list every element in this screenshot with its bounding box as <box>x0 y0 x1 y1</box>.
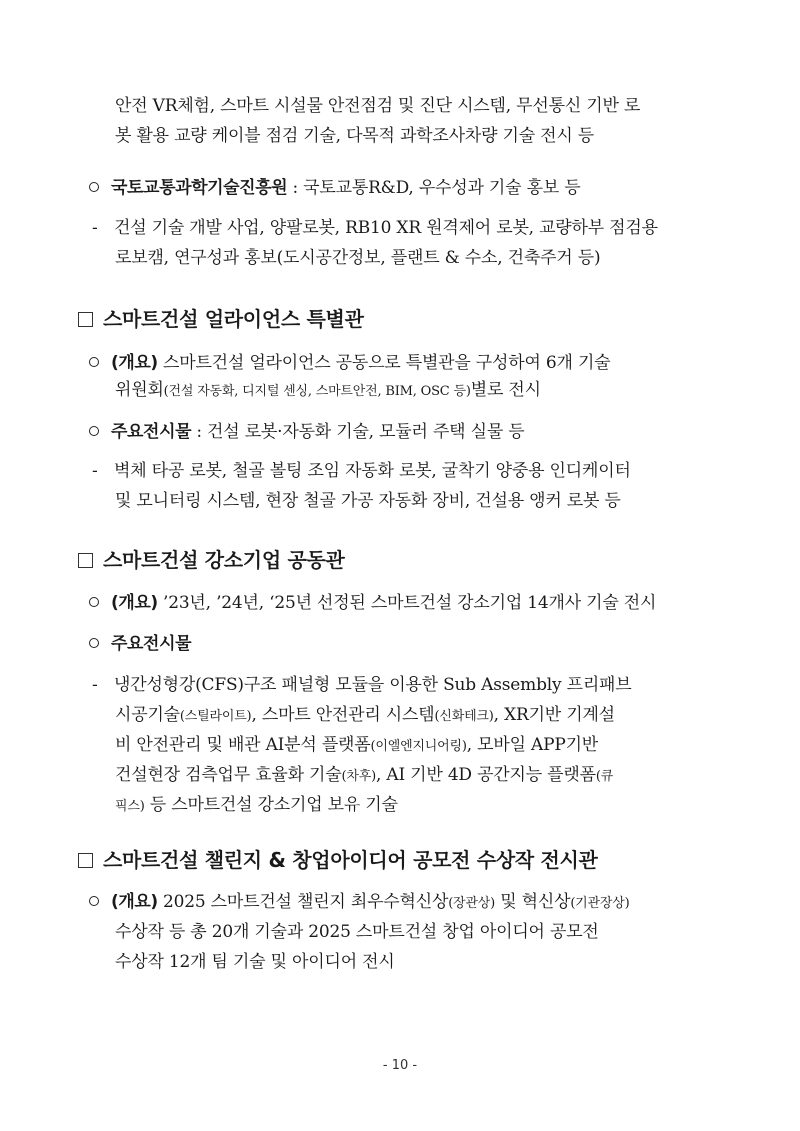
section-title: 스마트건설 강소기업 공동관 <box>103 548 345 572</box>
detail-text: , 스마트 안전관리 시스템 <box>251 705 435 725</box>
company-name: (차후) <box>341 769 376 784</box>
company-name: (스틸라이트) <box>179 709 252 724</box>
overview-text: 2025 스마트건설 챌린지 최우수혁신상 <box>157 892 449 912</box>
exhibit-detail-line <box>115 733 598 759</box>
overview-line: 수상작 등 총 20개 기술과 2025 스마트건설 창업 아이디어 공모전 <box>115 922 599 942</box>
section-title: 스마트건설 챌린지 & 창업아이디어 공모전 수상작 전시관 <box>103 848 598 872</box>
award-note: (장관상) <box>448 896 496 911</box>
exhibit-detail-line <box>92 459 631 483</box>
company-name: (신화테크) <box>434 709 494 724</box>
company-name: 픽스) <box>115 799 145 814</box>
kaia-org-name: 국토교통과학기술진흥원 <box>111 178 288 198</box>
overview-bullet <box>89 591 656 615</box>
overview-line <box>115 378 541 404</box>
overview-line: 수상작 12개 팀 기술 및 아이디어 전시 <box>115 952 395 972</box>
circle-bullet-icon <box>89 896 99 906</box>
dash-bullet-icon: - <box>92 218 98 238</box>
overview-label: (개요) <box>111 593 158 613</box>
overview-label: (개요) <box>111 353 158 373</box>
detail-text: 냉간성형강(CFS)구조 패널형 모듈을 이용한 Sub Assembly 프리패브 <box>114 675 632 695</box>
page-number: - 10 - <box>382 1058 418 1073</box>
exhibits-label: 주요전시물 <box>111 422 192 442</box>
exhibit-detail-line <box>115 703 615 729</box>
square-bullet-icon <box>78 312 93 327</box>
circle-bullet-icon <box>89 426 99 436</box>
kaia-detail-line: 로보캠, 연구성과 홍보(도시공간정보, 플랜트 & 수소, 건축주거 등) <box>115 248 601 268</box>
overview-bullet <box>89 351 610 375</box>
detail-text: , XR기반 기계설 <box>493 705 615 725</box>
section-heading <box>78 846 598 874</box>
detail-text: 비 안전관리 및 배관 AI분석 플랫폼 <box>115 735 371 755</box>
section-heading <box>78 546 345 574</box>
detail-text: 건설현장 검측업무 효율화 기술 <box>115 765 342 785</box>
circle-bullet-icon <box>89 638 99 648</box>
overview-note: (건설 자동화, 디지털 센싱, 스마트안전, BIM, OSC 등) <box>163 384 471 399</box>
square-bullet-icon <box>78 553 93 568</box>
overview-text: 위원회 <box>115 380 164 400</box>
exhibits-label: 주요전시물 <box>111 634 192 654</box>
overview-text: 및 혁신상 <box>495 892 571 912</box>
section-heading <box>78 305 364 333</box>
exhibit-detail-line <box>115 793 398 819</box>
detail-text: 등 스마트건설 강소기업 보유 기술 <box>144 795 398 815</box>
detail-text: , 모바일 APP기반 <box>466 735 599 755</box>
circle-bullet-icon <box>89 182 99 192</box>
kaia-summary: : 국토교통R&D, 우수성과 기술 홍보 등 <box>287 178 581 198</box>
circle-bullet-icon <box>89 597 99 607</box>
kaia-detail-line <box>92 216 658 240</box>
detail-text: , AI 기반 4D 공간지능 플랫폼 <box>375 765 596 785</box>
company-name: (이엘엔지니어링) <box>370 739 467 754</box>
dash-bullet-icon: - <box>92 461 98 481</box>
section-title: 스마트건설 얼라이언스 특별관 <box>103 307 364 331</box>
kaia-bullet <box>89 176 580 200</box>
detail-text: 건설 기술 개발 사업, 양팔로봇, RB10 XR 원격제어 로봇, 교량하부 점검용 <box>114 218 658 238</box>
detail-text: 시공기술 <box>115 705 180 725</box>
circle-bullet-icon <box>89 357 99 367</box>
exhibit-detail-line <box>115 763 613 789</box>
square-bullet-icon <box>78 853 93 868</box>
company-name: (큐 <box>595 769 614 784</box>
continuation-line: 봇 활용 교량 케이블 점검 기술, 다목적 과학조사차량 기술 전시 등 <box>115 126 595 146</box>
detail-text: 벽체 타공 로봇, 철골 볼팅 조임 자동화 로봇, 굴착기 양중용 인디케이터 <box>114 461 631 481</box>
award-note: (기관장상) <box>570 896 630 911</box>
overview-text: ’23년, ’24년, ‘25년 선정된 스마트건설 강소기업 14개사 기술 전시 <box>157 593 657 613</box>
exhibits-text: : 건설 로봇·자동화 기술, 모듈러 주택 실물 등 <box>191 422 525 442</box>
exhibit-detail-line <box>92 673 631 697</box>
exhibit-detail-line: 및 모니터링 시스템, 현장 철골 가공 자동화 장비, 건설용 앵커 로봇 등 <box>115 491 621 511</box>
exhibits-bullet <box>89 632 191 656</box>
dash-bullet-icon: - <box>92 675 98 695</box>
continuation-line: 안전 VR체험, 스마트 시설물 안전점검 및 진단 시스템, 무선통신 기반 로 <box>115 96 641 116</box>
overview-label: (개요) <box>111 892 158 912</box>
overview-text: 별로 전시 <box>470 380 541 400</box>
overview-text: 스마트건설 얼라이언스 공동으로 특별관을 구성하여 6개 기술 <box>157 353 611 373</box>
exhibits-bullet <box>89 420 524 444</box>
overview-bullet <box>89 890 630 916</box>
